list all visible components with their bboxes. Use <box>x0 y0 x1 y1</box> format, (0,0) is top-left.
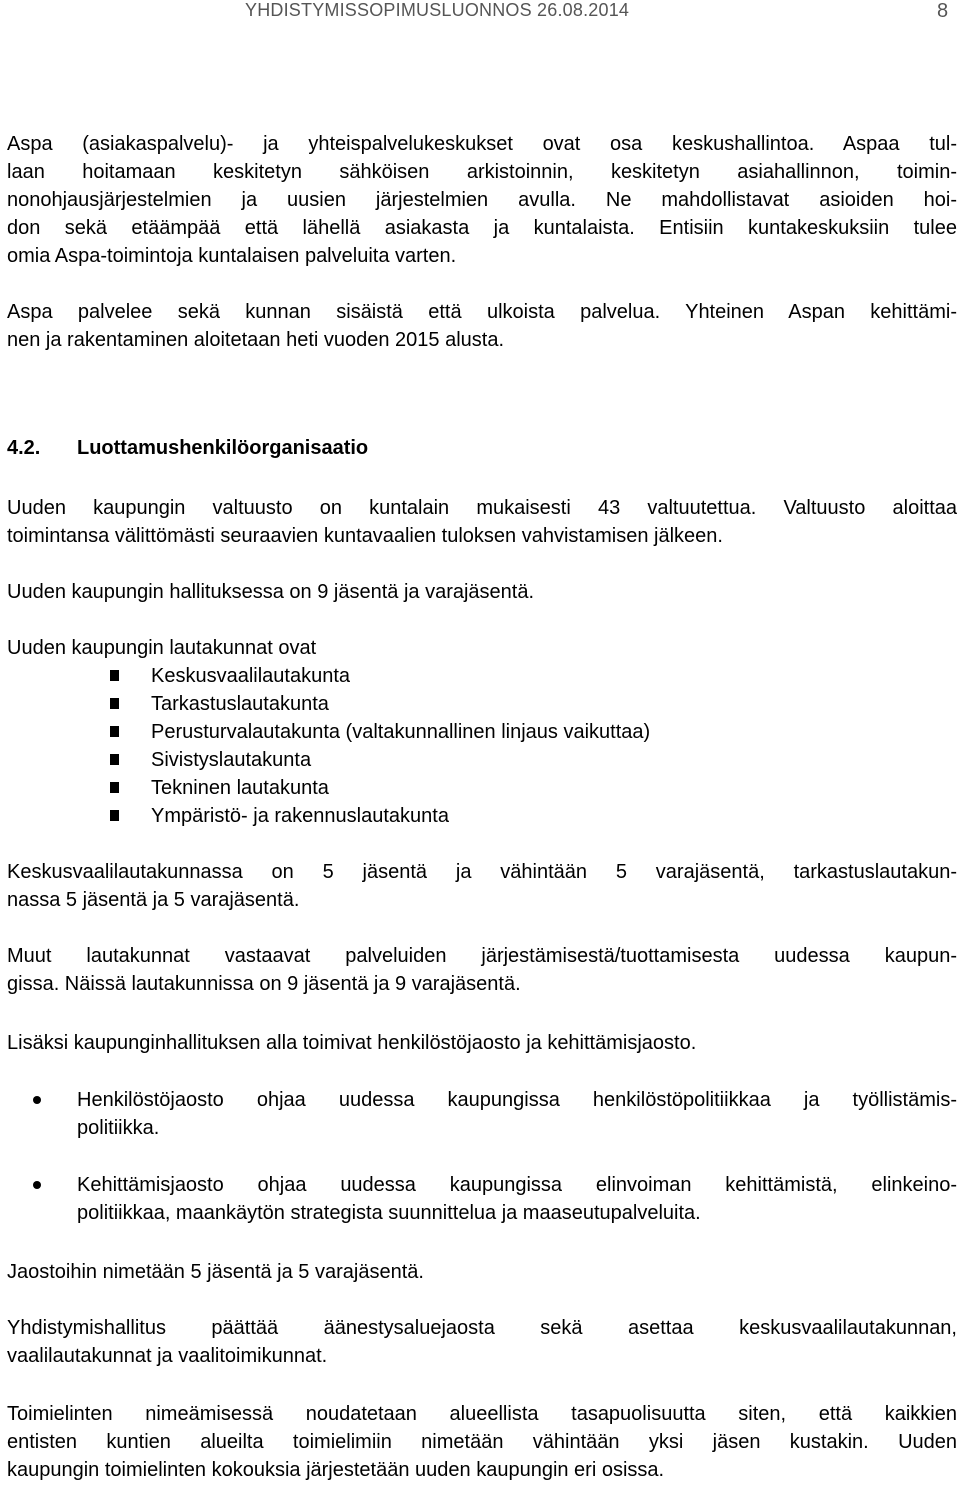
document-header-title: YHDISTYMISSOPIMUSLUONNOS 26.08.2014 <box>245 0 630 20</box>
page-number: 8 <box>937 0 949 22</box>
square-bullet-icon <box>110 698 119 709</box>
committee-list <box>7 662 957 830</box>
text-line: Toimielinten nimeämisessä noudatetaan alueellista tasapuolisuutta siten, että kaikkien <box>7 1403 957 1425</box>
text-line: Yhdistymishallitus päättää äänestysaluejaosta sekä asettaa keskusvaalilautakunnan, <box>7 1317 957 1339</box>
text-line: nen ja rakentaminen aloitetaan heti vuoden 2015 alusta. <box>7 329 505 351</box>
list-item: Kehittämisjaosto ohjaa uudessa kaupungissa elinvoiman kehittämistä, elinkeino- politiikkaa, maankäytön strategista suunnittelua ja maaseutupalveluita. <box>7 1171 957 1227</box>
list-item: Tekninen lautakunta <box>7 774 957 802</box>
paragraph-aspa-services <box>7 298 957 354</box>
text-line: Aspa (asiakaspalvelu)- ja yhteispalvelukeskukset ovat osa keskushallintoa. Aspaa tul- <box>7 133 957 155</box>
section-heading <box>7 437 368 460</box>
paragraph-regional-equality <box>7 1400 957 1484</box>
list-item: Keskusvaalilautakunta <box>7 662 957 690</box>
paragraph-other-committees <box>7 942 957 998</box>
subcommittee-list <box>7 1086 957 1142</box>
paragraph-council <box>7 494 957 550</box>
text-line: Jaostoihin nimetään 5 jäsentä ja 5 varajäsentä. <box>7 1261 424 1283</box>
subcommittee-list-2 <box>7 1171 957 1227</box>
text-line: gissa. Näissä lautakunnissa on 9 jäsentä ja 9 varajäsentä. <box>7 973 521 995</box>
square-bullet-icon <box>110 810 119 821</box>
list-item: Sivistyslautakunta <box>7 746 957 774</box>
text-line: Uuden kaupungin hallituksessa on 9 jäsentä ja varajäsentä. <box>7 581 535 603</box>
text-line: entisten kuntien alueilta toimielimiin nimetään vähintään yksi jäsen kustakin. Uuden <box>7 1431 957 1453</box>
list-item: Henkilöstöjaosto ohjaa uudessa kaupungissa henkilöstöpolitiikkaa ja työllistämis- politiikka. <box>7 1086 957 1142</box>
paragraph-subcommittees-intro <box>7 1029 957 1057</box>
list-item: Ympäristö- ja rakennuslautakunta <box>7 802 957 830</box>
paragraph-subcommittee-members <box>7 1258 957 1286</box>
text-line: don sekä etäämpää että lähellä asiakasta ja kuntalaista. Entisiin kuntakeskuksiin tulee <box>7 217 957 239</box>
text-line: Uuden kaupungin lautakunnat ovat <box>7 637 317 659</box>
section-number: 4.2. <box>7 437 41 459</box>
list-item: Perusturvalautakunta (valtakunnallinen linjaus vaikuttaa) <box>7 718 957 746</box>
paragraph-merger-board <box>7 1314 957 1370</box>
text-line: Lisäksi kaupunginhallituksen alla toimivat henkilöstöjaosto ja kehittämisjaosto. <box>7 1032 697 1054</box>
text-line: omia Aspa-toimintoja kuntalaisen palveluita varten. <box>7 245 457 267</box>
round-bullet-icon <box>33 1181 41 1189</box>
text-line: Aspa palvelee sekä kunnan sisäistä että ulkoista palvelua. Yhteinen Aspan kehittämi- <box>7 301 957 323</box>
square-bullet-icon <box>110 754 119 765</box>
text-line: Uuden kaupungin valtuusto on kuntalain mukaisesti 43 valtuutettua. Valtuusto aloittaa <box>7 497 957 519</box>
paragraph-election-committee <box>7 858 957 914</box>
square-bullet-icon <box>110 782 119 793</box>
text-line: kaupungin toimielinten kokouksia järjestetään uuden kaupungin eri osissa. <box>7 1459 665 1481</box>
text-line: nassa 5 jäsentä ja 5 varajäsentä. <box>7 889 300 911</box>
text-line: toimintansa välittömästi seuraavien kuntavaalien tuloksen vahvistamisen jälkeen. <box>7 525 723 547</box>
list-item: Tarkastuslautakunta <box>7 690 957 718</box>
section-title: Luottamushenkilöorganisaatio <box>77 437 369 459</box>
paragraph-board <box>7 578 957 606</box>
text-line: Keskusvaalilautakunnassa on 5 jäsentä ja vähintään 5 varajäsentä, tarkastuslautakun- <box>7 861 957 883</box>
text-line: nonohjausjärjestelmien ja uusien järjestelmien avulla. Ne mahdollistavat asioiden hoi- <box>7 189 957 211</box>
round-bullet-icon <box>33 1096 41 1104</box>
square-bullet-icon <box>110 670 119 681</box>
square-bullet-icon <box>110 726 119 737</box>
paragraph-committees-intro <box>7 634 957 662</box>
text-line: Muut lautakunnat vastaavat palveluiden järjestämisestä/tuottamisesta uudessa kaupun- <box>7 945 957 967</box>
text-line: laan hoitamaan keskitetyn sähköisen arkistoinnin, keskitetyn asiahallinnon, toimin- <box>7 161 957 183</box>
text-line: vaalilautakunnat ja vaalitoimikunnat. <box>7 1345 328 1367</box>
paragraph-aspa-intro <box>7 130 957 270</box>
